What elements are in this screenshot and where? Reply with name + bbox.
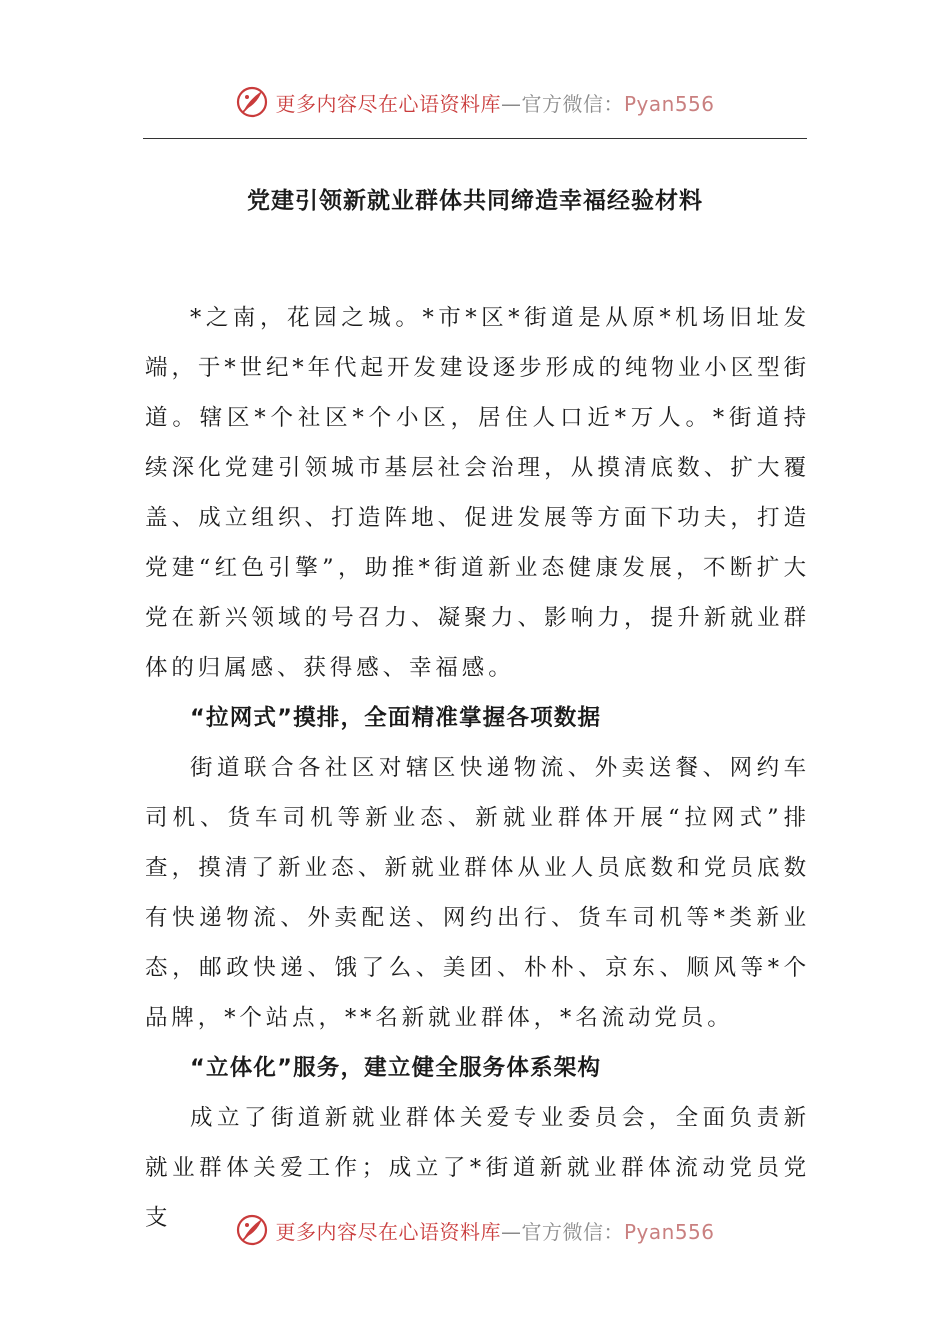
watermark-main: 更多内容尽在心语资料库 [275,91,501,116]
section-paragraph-2: 成立了街道新就业群体关爱专业委员会，全面负责新就业群体关爱工作；成立了*街道新就业群体流动党员党支 [145,1105,810,1231]
section-heading-2: “立体化”服务，建立健全服务体系架构 [190,1055,602,1081]
watermark-separator: — [500,91,522,116]
section-heading-1: “拉网式”摸排，全面精准掌握各项数据 [190,705,602,731]
watermark-sub: 官方微信： [521,91,624,116]
watermark-text [275,88,714,117]
intro-paragraph: *之南，花园之城。*市*区*街道是从原*机场旧址发端，于*世纪*年代起开发建设逐步形成的纯物业小区型街道。辖区*个社区*个小区，居住人口近*万人。*街道持续深化党建引领城市基层社会治理，从摸清底数、扩大覆盖、成立组织、打造阵地、促进发展等方面下功夫，打造党建“红色引擎”，助推*街道新业态健康发展，不断扩大党在新兴领域的号召力、凝聚力、影响力，提升新就业群体的归属感、获得感、幸福感。 [145,305,810,681]
watermark-sub: 官方微信： [521,1219,624,1244]
watermark-id: Pyan556 [623,91,715,116]
document-body [145,293,810,1243]
section-paragraph-1: 街道联合各社区对辖区快递物流、外卖送餐、网约车司机、货车司机等新业态、新就业群体开展“拉网式”排查，摸清了新业态、新就业群体从业人员底数和党员底数有快递物流、外卖配送、网约出行、货车司机等*类新业态，邮政快递、饿了么、美团、朴朴、京东、顺风等*个品牌，*个站点，**名新就业群体，*名流动党员。 [145,755,810,1031]
document-title: 党建引领新就业群体共同缔造幸福经验材料 [247,188,703,214]
header-divider [143,138,807,139]
watermark-banner-top [0,82,950,122]
quill-pen-icon [235,85,269,119]
watermark-banner-bottom [0,1210,950,1250]
quill-pen-icon [235,1213,269,1247]
watermark-main: 更多内容尽在心语资料库 [275,1219,501,1244]
watermark-text [275,1216,714,1245]
watermark-id: Pyan556 [623,1219,715,1244]
watermark-separator: — [500,1219,522,1244]
